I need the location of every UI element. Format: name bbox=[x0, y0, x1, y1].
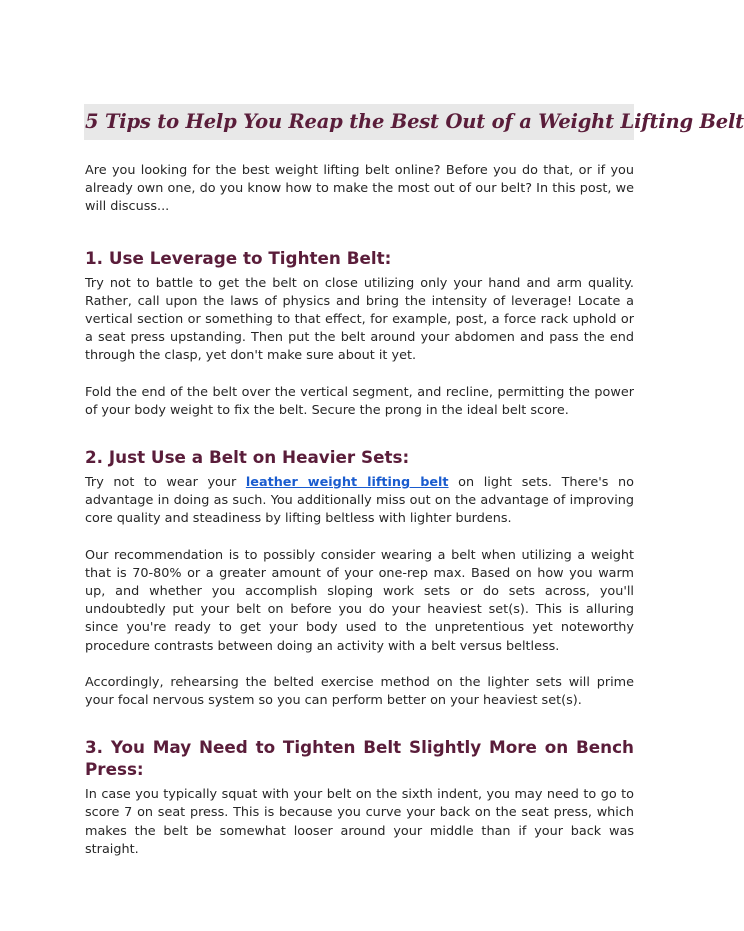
article-body bbox=[85, 162, 634, 859]
section-2-p1-start: Try not to wear your bbox=[85, 475, 246, 491]
section-3-heading: 3. You May Need to Tighten Belt Slightly More on Bench Press: bbox=[85, 737, 634, 780]
title-banner bbox=[84, 104, 744, 140]
section-2-paragraph-1 bbox=[85, 474, 634, 529]
section-1-paragraph-2: Fold the end of the belt over the vertical segment, and recline, permitting the power of your body weight to fix the belt. Secure the prong in the ideal belt score. bbox=[85, 384, 634, 418]
page-title: 5 Tips to Help You Reap the Best Out of a Weight Lifting Belt bbox=[85, 110, 744, 133]
leather-weight-lifting-belt-link[interactable]: leather weight lifting belt bbox=[245, 475, 449, 491]
section-2-paragraph-3: Accordingly, rehearsing the belted exercise method on the lighter sets will prime your focal nervous system so you can perform better on your heaviest set(s). bbox=[85, 674, 634, 709]
section-3-paragraph-1: In case you typically squat with your belt on the sixth indent, you may need to go to score 7 on seat press. This is because you curve your back on the seat press, which makes the belt be somewhat looser around your middle than if your back was straight. bbox=[85, 787, 634, 857]
section-2-paragraph-2: Our recommendation is to possibly consider wearing a belt when utilizing a weight that is 70-80% or a greater amount of your one-rep max. Based on how you warm up, and whether you accomplish sloping work sets or do sets across, you'll undoubtedly put your belt on before you do your heaviest set(s). This is alluring since you're ready to get your body used to the unpretentious yet noteworthy procedure contrasts between doing an activity with a belt versus beltless. bbox=[85, 547, 634, 654]
section-2-heading: 2. Just Use a Belt on Heavier Sets: bbox=[85, 447, 410, 468]
section-1-paragraph-1: Try not to battle to get the belt on close utilizing only your hand and arm quality. Rather, call upon the laws of physics and bring the intensity of leverage! Locate a vertical section or something to that effect, for example, post, a force rack uphold or a seat press upstanding. Then put the belt around your abdomen and pass the end through the clasp, yet don't make sure about it yet. bbox=[85, 275, 634, 364]
section-1-heading: 1. Use Leverage to Tighten Belt: bbox=[85, 247, 392, 268]
intro-paragraph: Are you looking for the best weight lifting belt online? Before you do that, or if you already own one, do you know how to make the most out of our belt? In this post, we will discuss... bbox=[85, 163, 634, 215]
section-2-p1-end: on light sets. There's no advantage in doing as such. You additionally miss out on the advantage of improving core quality and steadiness by lifting beltless with lighter burdens. bbox=[85, 475, 634, 527]
